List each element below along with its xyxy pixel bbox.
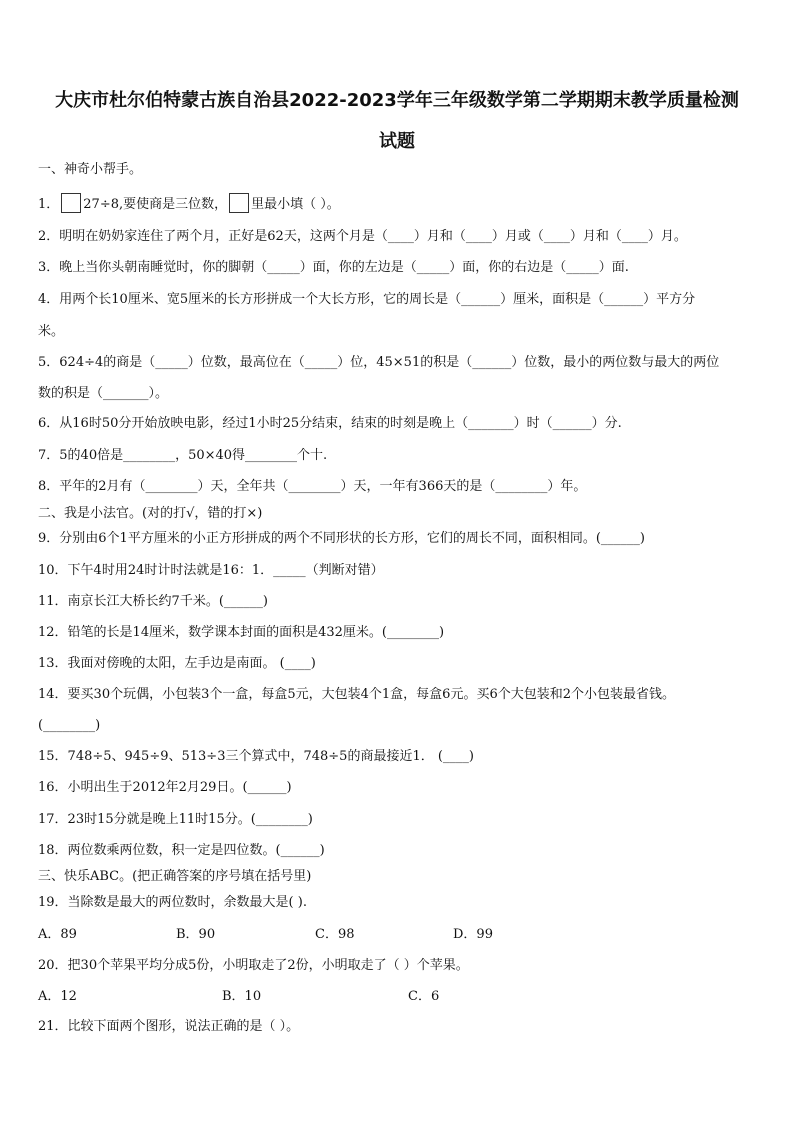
blank-box [229, 193, 249, 213]
question-13: 13．我面对傍晚的太阳，左手边是南面。 (____) [38, 656, 316, 671]
question-16: 16．小明出生于2012年2月29日。(______) [38, 780, 292, 795]
option-c: C．98 [315, 927, 355, 942]
question-12: 12．铅笔的长是14厘米，数学课本封面的面积是432厘米。(________) [38, 625, 445, 640]
question-5: 5．624÷4的商是（_____）位数，最高位在（_____）位，45×51的积是（______）位数，最小的两位数与最大的两位 [38, 355, 720, 370]
question-text: 27÷8,要使商是三位数， [83, 197, 228, 212]
page-title-continued: 试题 [379, 131, 415, 152]
section-3-heading: 三、快乐ABC。(把正确答案的序号填在括号里) [38, 869, 312, 884]
question-10: 10．下午4时用24时计时法就是16：1．_____（判断对错） [38, 563, 384, 578]
question-3: 3．晚上当你头朝南睡觉时，你的脚朝（_____）面，你的左边是（_____）面，你的右边是（_____）面. [38, 260, 629, 275]
question-6: 6．从16时50分开始放映电影，经过1小时25分结束，结束的时刻是晚上（_______）时（______）分. [38, 416, 622, 431]
section-1-heading: 一、神奇小帮手。 [38, 162, 143, 177]
page-title: 大庆市杜尔伯特蒙古族自治县2022-2023学年三年级数学第二学期期末教学质量检测 [55, 90, 739, 111]
question-1 [38, 193, 340, 213]
question-number: 1． [38, 197, 60, 212]
question-4-continued: 米。 [38, 324, 65, 339]
question-19: 19．当除数是最大的两位数时，余数最大是( ). [38, 895, 307, 910]
question-text: 里最小填（ ）。 [251, 197, 340, 212]
question-8: 8．平年的2月有（________）天，全年共（________）天，一年有366天的是（________）年。 [38, 479, 587, 494]
question-21: 21．比较下面两个图形，说法正确的是（ ）。 [38, 1019, 300, 1034]
option-a: A．89 [38, 927, 77, 942]
question-2: 2．明明在奶奶家连住了两个月，正好是62天，这两个月是（____）月和（____）月或（____）月和（____）月。 [38, 229, 687, 244]
question-11: 11．南京长江大桥长约7千米。(______) [38, 594, 268, 609]
option-a: A．12 [38, 989, 77, 1004]
option-b: B．10 [222, 989, 262, 1004]
question-9: 9．分别由6个1平方厘米的小正方形拼成的两个不同形状的长方形，它们的周长不同，面积相同。(______) [38, 531, 645, 546]
blank-box [61, 193, 81, 213]
question-7: 7．5的40倍是________，50×40得________个十. [38, 448, 328, 463]
question-14: 14．要买30个玩偶，小包装3个一盒，每盒5元，大包装4个1盒，每盒6元。买6个大包装和2个小包装最省钱。 [38, 687, 675, 702]
question-15: 15．748÷5、945÷9、513÷3三个算式中，748÷5的商最接近1． (____) [38, 749, 474, 764]
option-b: B．90 [176, 927, 216, 942]
question-4: 4．用两个长10厘米、宽5厘米的长方形拼成一个大长方形，它的周长是（______）厘米，面积是（______）平方分 [38, 292, 696, 307]
question-14-continued: (________) [38, 718, 101, 733]
question-17: 17．23时15分就是晚上11时15分。(________) [38, 812, 313, 827]
option-c: C．6 [408, 989, 440, 1004]
option-d: D．99 [453, 927, 493, 942]
section-2-heading: 二、我是小法官。(对的打√，错的打×) [38, 506, 263, 521]
question-18: 18．两位数乘两位数，积一定是四位数。(______) [38, 843, 325, 858]
question-20: 20．把30个苹果平均分成5份，小明取走了2份，小明取走了（ ）个苹果。 [38, 958, 469, 973]
question-5-continued: 数的积是（_______）。 [38, 386, 169, 401]
